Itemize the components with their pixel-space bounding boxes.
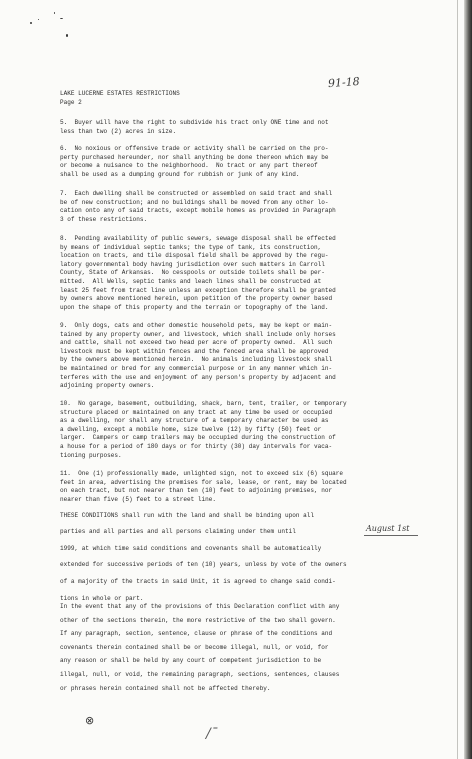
paragraph-line: be of new construction; and no buildings shall be moved from any other lo- <box>60 198 329 206</box>
paragraph-line: a dwelling, except a mobile home, size twelve (12) by fifty (50) feet or <box>60 425 322 433</box>
restriction-paragraph <box>60 119 400 136</box>
paragraph-line: 9. Only dogs, cats and other domestic household pets, may be kept or main- <box>60 322 333 329</box>
paragraph-line: larger. Campers or camp trailers may be occupied during the construction of <box>60 434 336 442</box>
severability-line: or phrases herein contained shall not be affected thereby. <box>60 684 271 692</box>
paragraph-line: least 25 feet from tract line unless an exception therefore shall be granted <box>60 286 336 294</box>
closing-continuation-line: tions in whole or part. <box>60 595 144 602</box>
paragraph-line: 11. One (1) professionally made, unlighted sign, not to exceed six (6) square <box>60 470 344 477</box>
closing-year: 1999, <box>60 545 79 552</box>
scan-speck <box>30 22 32 24</box>
paragraph-line: by means of individual septic tanks; the type of tank, its construction, <box>60 243 322 251</box>
restriction-paragraph <box>60 470 400 504</box>
paragraph-line: be maintained or bred for any commercial purpose or in any manner which in- <box>60 364 333 372</box>
severability-line: If any paragraph, section, sentence, clause or phrase of the conditions and <box>60 630 333 638</box>
paragraph-line: 6. No noxious or offensive trade or activity shall be carried on the pro- <box>60 145 329 152</box>
restriction-paragraph <box>60 190 400 224</box>
page-label: Page 2 <box>60 98 82 106</box>
scan-speck <box>60 18 63 19</box>
restriction-paragraph <box>60 400 400 460</box>
restriction-paragraph <box>60 322 400 391</box>
paragraph-line: 8. Pending availability of public sewers, sewage disposal shall be effected <box>60 235 336 242</box>
paragraph-line: upon the shape of this property and the terrain or topography of the land. <box>60 303 329 311</box>
paragraph-line: location on tracts, and tile disposal field shall be approved by the regu- <box>60 252 329 260</box>
paragraph-line: and cattle, shall not exceed two head per acre of property owned. All such <box>60 339 333 347</box>
document-header <box>60 90 400 107</box>
handwritten-date: August 1st <box>366 524 410 533</box>
handwritten-file-number: 91-18 <box>327 74 361 91</box>
paragraph-line: 7. Each dwelling shall be constructed or assembled on said tract and shall <box>60 190 333 197</box>
paragraph-line: County, State of Arkansas. No cesspools or outside toilets shall be per- <box>60 269 325 277</box>
paragraph-line: tained by any property owner, and livestock, which shall include only horses <box>60 330 336 338</box>
paragraph-line: adjoining property owners. <box>60 382 155 390</box>
paragraph-line: shall be used as a dumping ground for rubbish or junk of any kind. <box>60 170 300 178</box>
date-underline <box>364 535 418 536</box>
severability-line: illegal, null, or void, the remaining paragraph, sections, sentences, clauses <box>60 671 340 678</box>
paragraph-line: tioning purposes. <box>60 451 122 459</box>
paragraph-line: by the owners above mentioned herein. No animals including livestock shall <box>60 356 333 364</box>
paragraph-line: or become a nuisance to the neighborhood. No tract or any part thereof <box>60 162 318 170</box>
paragraph-line: latory governmental body having jurisdiction over such matters in Carroll <box>60 260 325 268</box>
paragraph-line: as a dwelling, nor shall any structure of a temporary character be used as <box>60 417 329 425</box>
scan-edge-shadow <box>464 0 472 759</box>
paragraph-line: livestock must be kept within fences and the fenced area shall be approved <box>60 347 329 355</box>
closing-continuation-line: extended for successive periods of ten (10) years, unless by vote of the owners <box>60 561 347 568</box>
severability-line: other of the sections therein, the more restrictive of the two shall govern. <box>60 616 336 624</box>
scan-speck <box>54 12 55 14</box>
paragraph-line: a house for a period of 180 days or for thirty (30) day intervals for vaca- <box>60 442 333 450</box>
paragraph-line: structure placed or maintained on any tract at any time be used or occupied <box>60 408 333 416</box>
paragraph-line: nearer than five (5) feet to a street line. <box>60 495 217 503</box>
scan-speck <box>38 19 39 20</box>
paragraph-line: mitted. All Wells, septic tanks and leach lines shall be constructed at <box>60 277 322 285</box>
document-title: LAKE LUCERNE ESTATES RESTRICTIONS <box>60 90 180 97</box>
paragraph-line: terferes with the use and enjoyment of any person's property by adjacent and <box>60 373 336 381</box>
restriction-paragraph <box>60 235 400 312</box>
scan-speck <box>66 34 68 37</box>
paragraph-line: on each tract, but not nearer than ten (10) feet to adjoining premises, nor <box>60 487 333 495</box>
paragraph-line: 10. No garage, basement, outbuilding, shack, barn, tent, trailer, or temporary <box>60 400 347 407</box>
paragraph-line: less than two (2) acres in size. <box>60 127 177 135</box>
paragraph-line: perty purchased hereunder, nor shall anything be done thereon which may be <box>60 153 329 161</box>
closing-line-2: parties and all parties and all persons claiming under them until <box>60 528 296 535</box>
scan-edge-line <box>457 0 458 759</box>
severability-line: any reason or shall be held by any court of competent jurisdiction to be <box>60 657 322 665</box>
paragraph-line: cation onto any of said tracts, except mobile homes as provided in Paragraph <box>60 207 336 215</box>
paragraph-line: 5. Buyer will have the right to subdivide his tract only ONE time and not <box>60 119 329 126</box>
closing-continuation-line: of a majority of the tracts in said Unit, it is agreed to change said condi- <box>60 578 336 585</box>
severability-line: In the event that any of the provisions of this Declaration conflict with any <box>60 603 340 610</box>
circle-cross-icon: ⊗ <box>85 714 95 727</box>
paragraph-line: 3 of these restrictions. <box>60 215 148 223</box>
paragraph-line: by owners above mentioned herein, upon petition of the property owner based <box>60 295 333 303</box>
severability-line: covenants therein contained shall be or become illegal, null, or void, for <box>60 643 329 651</box>
restriction-paragraph <box>60 145 400 179</box>
closing-line-3 <box>60 545 400 554</box>
closing-line-1: THESE CONDITIONS shall run with the land and shall be binding upon all <box>60 512 315 519</box>
closing-line-3-rest: at which time said conditions and covenants shall be automatically <box>78 545 322 552</box>
bottom-pen-mark: /ˉ <box>206 726 218 742</box>
paragraph-line: feet in area, advertising the premises for sale, lease, or rent, may be located <box>60 478 347 486</box>
